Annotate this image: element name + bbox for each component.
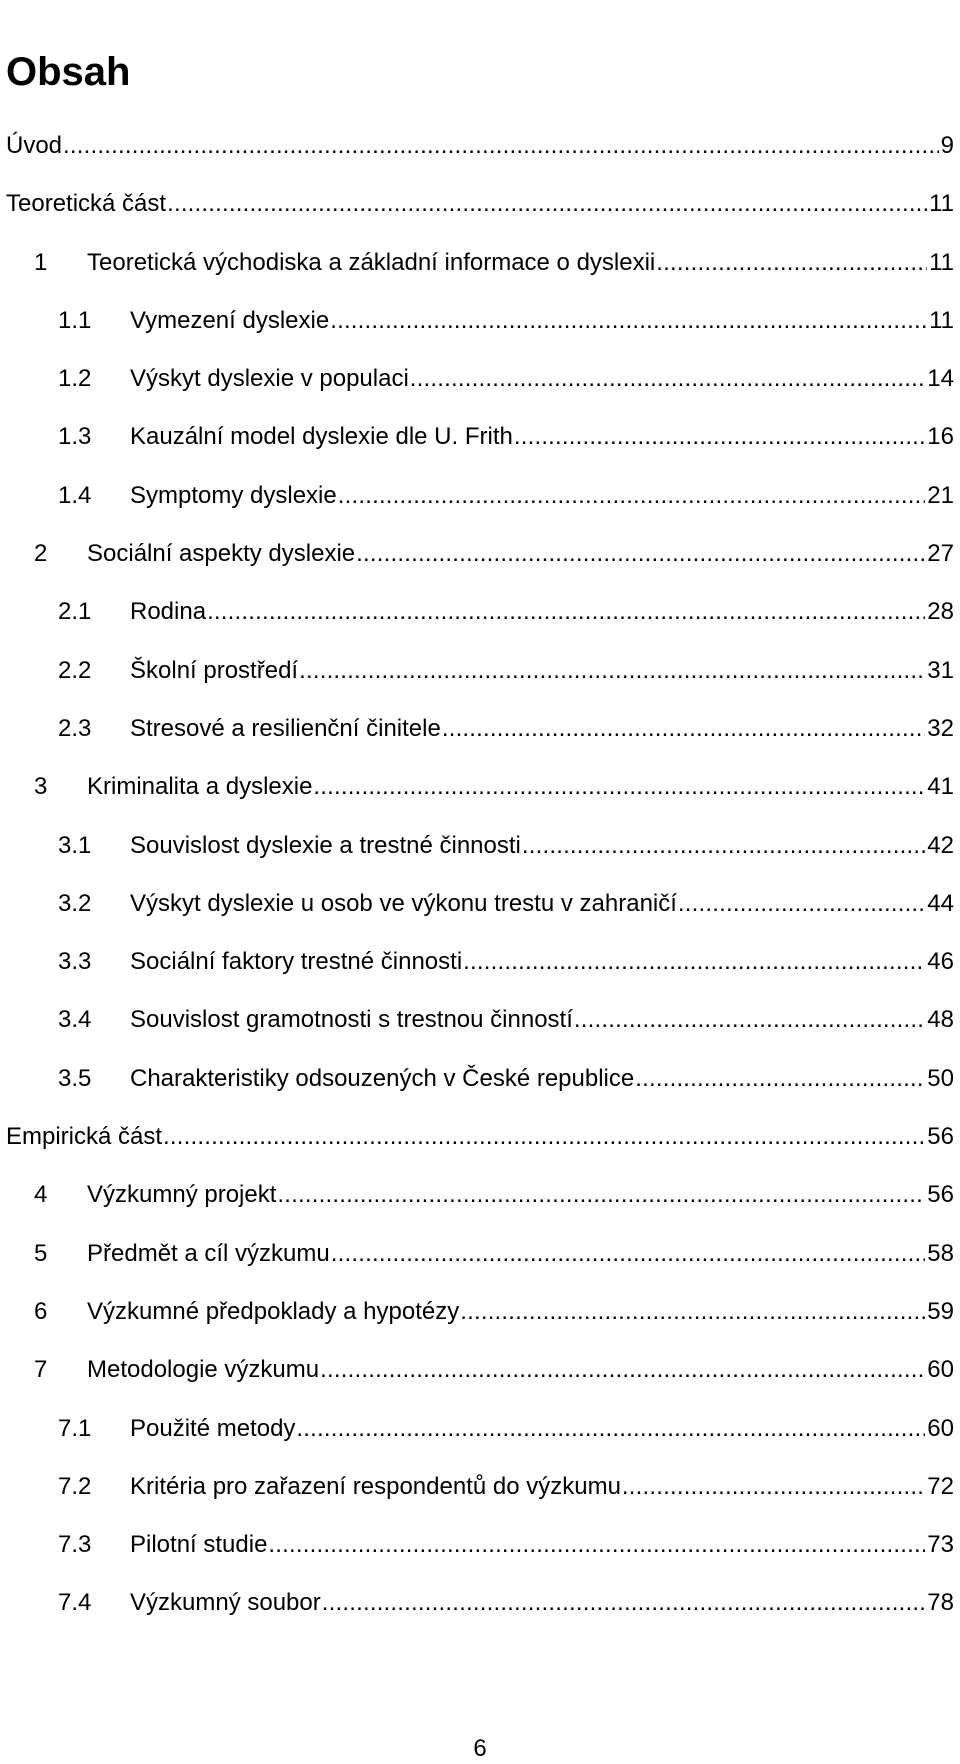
toc-entry[interactable] [0, 830, 960, 888]
toc-dot-leader [277, 1179, 925, 1211]
toc-entry-page: 28 [927, 598, 954, 626]
toc-entry-number: 3.4 [58, 1006, 92, 1034]
toc-dot-leader [207, 596, 925, 628]
toc-entry-page: 11 [929, 306, 954, 334]
toc-entry-page: 11 [929, 190, 954, 218]
toc-entry-title: Výskyt dyslexie v populaci [130, 365, 409, 393]
toc-entry-title: Sociální faktory trestné činnosti [130, 948, 463, 976]
toc-entry-page: 59 [927, 1297, 954, 1325]
toc-entry[interactable] [0, 247, 960, 305]
toc-dot-leader [299, 655, 925, 687]
toc-dot-leader [522, 830, 925, 862]
toc-entry-number: 5 [34, 1239, 48, 1267]
toc-entry-number: 2.1 [58, 598, 92, 626]
toc-entry-number: 1.1 [58, 306, 92, 334]
toc-entry-number: 7.2 [58, 1472, 92, 1500]
toc-entry-page: 60 [927, 1356, 954, 1384]
toc-entry-number: 3 [34, 773, 48, 801]
toc-dot-leader [656, 247, 927, 279]
toc-dot-leader [296, 1413, 925, 1445]
toc-entry-page: 56 [927, 1181, 954, 1209]
toc-dot-leader [63, 130, 939, 162]
toc-dot-leader [356, 538, 925, 570]
toc-dot-leader [268, 1529, 925, 1561]
toc-entry-number: 4 [34, 1181, 48, 1209]
toc-entry-page: 72 [927, 1472, 954, 1500]
toc-entry-page: 60 [927, 1414, 954, 1442]
toc-entry-title: Výskyt dyslexie u osob ve výkonu trestu v zahraničí [130, 889, 677, 917]
toc-entry-title: Školní prostředí [130, 656, 299, 684]
toc-entry[interactable] [0, 538, 960, 596]
toc-dot-leader [514, 421, 925, 453]
toc-entry[interactable] [0, 713, 960, 771]
toc-entry-title: Výzkumný soubor [130, 1589, 321, 1617]
toc-entry[interactable] [0, 1179, 960, 1237]
toc-dot-leader [167, 188, 927, 220]
toc-dot-leader [635, 1063, 925, 1095]
toc-entry-page: 73 [927, 1531, 954, 1559]
toc-entry[interactable] [0, 480, 960, 538]
toc-entry-page: 46 [927, 948, 954, 976]
toc-entry-title: Charakteristiky odsouzených v České republice [130, 1064, 635, 1092]
toc-entry-page: 48 [927, 1006, 954, 1034]
toc-entry-title: Kauzální model dyslexie dle U. Frith [130, 423, 513, 451]
toc-entry-page: 31 [927, 656, 954, 684]
toc-entry-title: Výzkumné předpoklady a hypotézy [87, 1297, 460, 1325]
toc-entry-title: Teoretická východiska a základní informace o dyslexii [87, 248, 656, 276]
toc-entry-title: Stresové a resilienční činitele [130, 714, 441, 742]
toc-entry-number: 1.3 [58, 423, 92, 451]
toc-dot-leader [463, 946, 925, 978]
table-of-contents [0, 130, 960, 1646]
toc-entry[interactable] [0, 1529, 960, 1587]
toc-dot-leader [574, 1004, 925, 1036]
toc-entry-title: Souvislost gramotnosti s trestnou činností [130, 1006, 573, 1034]
toc-dot-leader [442, 713, 925, 745]
toc-entry[interactable] [0, 771, 960, 829]
toc-entry-page: 42 [927, 831, 954, 859]
toc-entry-number: 7.1 [58, 1414, 92, 1442]
toc-entry-number: 1 [34, 248, 48, 276]
toc-entry-number: 3.1 [58, 831, 92, 859]
toc-entry[interactable] [0, 305, 960, 363]
page-number: 6 [473, 1735, 487, 1762]
toc-entry-number: 3.5 [58, 1064, 92, 1092]
toc-entry-page: 78 [927, 1589, 954, 1617]
toc-dot-leader [331, 1238, 926, 1270]
toc-entry-title: Kritéria pro zařazení respondentů do výzkumu [130, 1472, 621, 1500]
toc-entry[interactable] [0, 1238, 960, 1296]
toc-entry[interactable] [0, 1296, 960, 1354]
toc-dot-leader [338, 480, 926, 512]
toc-entry-title: Metodologie výzkumu [87, 1356, 320, 1384]
toc-entry-number: 2.3 [58, 714, 92, 742]
toc-entry-title: Pilotní studie [130, 1531, 268, 1559]
toc-entry[interactable] [0, 1121, 960, 1179]
toc-dot-leader [410, 363, 926, 395]
toc-entry[interactable] [0, 655, 960, 713]
toc-dot-leader [163, 1121, 925, 1153]
toc-entry[interactable] [0, 1471, 960, 1529]
toc-entry-title: Rodina [130, 598, 207, 626]
toc-entry-page: 14 [927, 365, 954, 393]
toc-entry[interactable] [0, 596, 960, 654]
toc-entry-page: 58 [927, 1239, 954, 1267]
toc-entry-number: 1.2 [58, 365, 92, 393]
toc-entry[interactable] [0, 1413, 960, 1471]
toc-entry[interactable] [0, 1063, 960, 1121]
toc-entry-number: 7 [34, 1356, 48, 1384]
toc-dot-leader [622, 1471, 925, 1503]
toc-entry[interactable] [0, 363, 960, 421]
toc-entry[interactable] [0, 1587, 960, 1645]
toc-entry-page: 11 [929, 248, 954, 276]
toc-entry-number: 3.3 [58, 948, 92, 976]
toc-entry-title: Předmět a cíl výzkumu [87, 1239, 330, 1267]
toc-entry-number: 2.2 [58, 656, 92, 684]
toc-entry-page: 44 [927, 889, 954, 917]
toc-entry[interactable] [0, 888, 960, 946]
toc-entry[interactable] [0, 421, 960, 479]
toc-entry-title: Souvislost dyslexie a trestné činnosti [130, 831, 521, 859]
page-title: Obsah [6, 50, 131, 94]
toc-entry[interactable] [0, 1004, 960, 1062]
toc-entry-page: 41 [927, 773, 954, 801]
toc-entry-page: 32 [927, 714, 954, 742]
toc-dot-leader [678, 888, 925, 920]
toc-dot-leader [330, 305, 927, 337]
toc-entry-title: Úvod [6, 132, 63, 159]
toc-entry[interactable] [0, 130, 960, 188]
toc-entry-number: 1.4 [58, 481, 92, 509]
toc-entry-page: 50 [927, 1064, 954, 1092]
toc-entry-number: 3.2 [58, 889, 92, 917]
toc-dot-leader [320, 1354, 925, 1386]
toc-entry-page: 16 [927, 423, 954, 451]
toc-entry-page: 56 [927, 1123, 954, 1151]
toc-entry-title: Kriminalita a dyslexie [87, 773, 313, 801]
toc-entry-page: 21 [927, 481, 954, 509]
toc-entry[interactable] [0, 946, 960, 1004]
toc-entry[interactable] [0, 188, 960, 246]
toc-entry-title: Teoretická část [6, 190, 167, 218]
toc-entry-title: Sociální aspekty dyslexie [87, 540, 356, 568]
toc-entry-title: Použité metody [130, 1414, 296, 1442]
toc-entry-title: Vymezení dyslexie [130, 306, 330, 334]
toc-dot-leader [460, 1296, 925, 1328]
toc-entry[interactable] [0, 1354, 960, 1412]
toc-dot-leader [313, 771, 925, 803]
toc-entry-number: 2 [34, 540, 48, 568]
toc-dot-leader [322, 1587, 926, 1619]
toc-entry-page: 27 [927, 540, 954, 568]
toc-entry-number: 6 [34, 1297, 48, 1325]
toc-entry-title: Výzkumný projekt [87, 1181, 277, 1209]
toc-entry-title: Symptomy dyslexie [130, 481, 337, 509]
toc-entry-number: 7.4 [58, 1589, 92, 1617]
toc-entry-number: 7.3 [58, 1531, 92, 1559]
toc-entry-page: 9 [940, 132, 954, 159]
toc-entry-title: Empirická část [6, 1123, 163, 1151]
